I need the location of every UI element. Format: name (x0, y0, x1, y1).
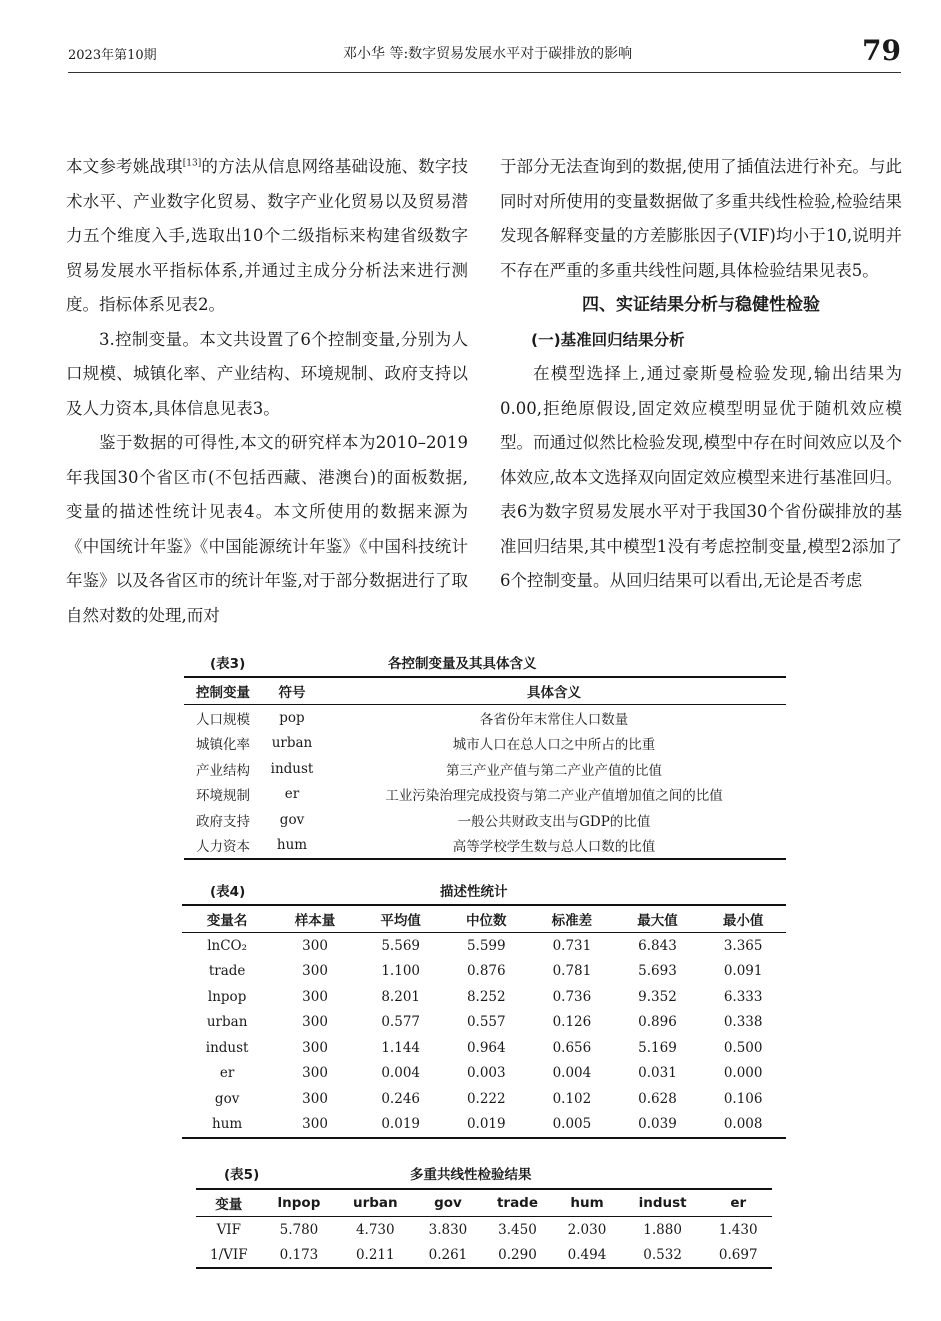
table-cell: 高等学校学生数与总人口数的比值 (452, 839, 656, 856)
column-header: er (730, 1195, 747, 1211)
table-cell: hum (212, 1116, 243, 1133)
table-cell: lnCO₂ (207, 937, 248, 954)
table-cell: urban (206, 1014, 248, 1031)
column-header: 样本量 (294, 913, 336, 929)
table-cell: 5.599 (466, 937, 506, 954)
subsection-title: (一)基准回归结果分析 (531, 330, 685, 349)
table-row (184, 807, 786, 833)
table-cell: urban (271, 735, 313, 752)
table-cell: 0.106 (723, 1090, 763, 1107)
table-cell: 0.500 (723, 1039, 763, 1056)
paragraph: 3.控制变量。本文共设置了6个控制变量,分别为人口规模、城镇化率、产业结构、环境规制、政府支持以及人力资本,具体信息见表3。 (66, 329, 468, 418)
table-cell: 0.577 (381, 1014, 420, 1031)
text-run: 本文参考姚战琪 (66, 157, 183, 176)
table-cell: 1/VIF (209, 1246, 248, 1263)
table-cell: 环境规制 (196, 788, 250, 805)
table-row (182, 1061, 786, 1087)
table5 (196, 1188, 772, 1269)
table-cell: 300 (302, 937, 328, 954)
table-header-row (182, 905, 786, 933)
table-cell: 5.169 (638, 1039, 677, 1056)
table-cell: 300 (302, 988, 328, 1005)
column-header: 控制变量 (196, 685, 250, 701)
table3-title: 各控制变量及其具体含义 (388, 656, 537, 672)
table-row (196, 1242, 772, 1268)
table5-label: (表5) (224, 1167, 260, 1183)
paragraph (66, 150, 468, 323)
table-cell: 2.030 (567, 1221, 607, 1238)
table-cell: 300 (302, 1014, 328, 1031)
column-header: 符号 (278, 685, 306, 701)
table-row (184, 731, 786, 757)
table-cell: 0.736 (552, 988, 592, 1005)
table-row (182, 1112, 786, 1139)
paragraph: 于部分无法查询到的数据,使用了插值法进行补充。与此同时对所使用的变量数据做了多重共线性检验,检验结果发现各解释变量的方差膨胀因子(VIF)均小于10,说明并不存在严重的多重共线性问题,具体检验结果见表5。 (500, 157, 902, 280)
table-cell: 0.656 (552, 1039, 592, 1056)
table-cell: 0.008 (723, 1116, 763, 1133)
table-cell: pop (279, 709, 305, 726)
column-header: lnpop (277, 1195, 321, 1211)
table-cell: hum (276, 837, 308, 854)
table-cell: gov (279, 811, 305, 828)
table-cell: 3.450 (498, 1221, 537, 1238)
table-cell: 政府支持 (196, 813, 250, 830)
column-header: 变量 (215, 1197, 243, 1213)
table-cell: 0.031 (638, 1065, 677, 1082)
table-header-row (196, 1189, 772, 1217)
column-header: 具体含义 (527, 685, 581, 701)
table-cell: 6.333 (723, 988, 763, 1005)
table-cell: 0.000 (723, 1065, 763, 1082)
table-cell: 300 (302, 1039, 328, 1056)
table-row (182, 959, 786, 985)
column-header: hum (570, 1195, 604, 1211)
table-cell: 1.144 (381, 1039, 420, 1056)
table-cell: trade (208, 963, 246, 980)
table-cell: 0.004 (381, 1065, 420, 1082)
table4-label: (表4) (210, 884, 246, 900)
table-cell: 5.693 (638, 963, 677, 980)
paragraph: 鉴于数据的可得性,本文的研究样本为2010–2019年我国30个省区市(不包括西藏、港澳台)的面板数据,变量的描述性统计见表4。本文所使用的数据来源为《中国统计年鉴》《中国能源统计年鉴》《中国科技统计年鉴》以及各省区市的统计年鉴,对于部分数据进行了取自然对数的处理,而对 (66, 433, 468, 625)
table-cell: 工业污染治理完成投资与第二产业产值增加值之间的比值 (385, 788, 723, 805)
table-row (182, 1010, 786, 1036)
table-cell: 0.338 (723, 1014, 763, 1031)
table-row (182, 1086, 786, 1112)
left-column (66, 150, 468, 633)
table-cell: 0.246 (381, 1090, 420, 1107)
table-cell: 0.494 (567, 1246, 607, 1263)
table-cell: 1.880 (643, 1221, 682, 1238)
table3 (184, 676, 786, 860)
page-number: 79 (862, 34, 901, 67)
table-cell: 5.569 (381, 937, 420, 954)
table-cell: 各省份年末常住人口数量 (479, 711, 629, 728)
header-rule (68, 72, 901, 73)
table-cell: 6.843 (638, 937, 677, 954)
table-row (196, 1217, 772, 1243)
table-cell: 1.100 (381, 963, 420, 980)
table-cell: 8.252 (466, 988, 506, 1005)
table-cell: 0.126 (552, 1014, 592, 1031)
table-cell: 0.781 (552, 963, 592, 980)
column-header: urban (352, 1195, 398, 1211)
right-column (500, 150, 902, 599)
table-cell: 人口规模 (196, 711, 250, 728)
table-cell: 城市人口在总人口之中所占的比重 (452, 737, 656, 754)
table-cell: VIF (216, 1221, 242, 1238)
table-cell: 城镇化率 (196, 737, 250, 754)
citation-ref: [13] (182, 158, 202, 169)
table-cell: lnpop (207, 988, 247, 1005)
table-cell: 0.019 (466, 1116, 506, 1133)
table-cell: indust (205, 1039, 249, 1056)
table-cell: 3.365 (723, 937, 763, 954)
table-cell: indust (270, 760, 314, 777)
table-cell: 一般公共财政支出与GDP的比值 (457, 813, 651, 830)
table-cell: 0.003 (466, 1065, 506, 1082)
table-cell: 产业结构 (196, 762, 250, 779)
table-cell: 0.261 (428, 1246, 468, 1263)
text-run: 的方法从信息网络基础设施、数字技术水平、产业数字化贸易、数字产业化贸易以及贸易潜力五个维度入手,选取出10个二级指标来构建省级数字贸易发展水平指标体系,并通过主成分分析法来进行测度。指标体系见表2。 (66, 157, 469, 314)
table-cell: 0.039 (638, 1116, 677, 1133)
table4-title: 描述性统计 (440, 884, 508, 900)
column-header: 中位数 (466, 913, 507, 929)
column-header: 最大值 (637, 913, 678, 929)
table-row (184, 782, 786, 808)
table-cell: 0.532 (643, 1246, 682, 1263)
table3-label: (表3) (210, 656, 246, 672)
table-cell: 9.352 (638, 988, 677, 1005)
table-cell: 300 (302, 1116, 328, 1133)
issue-label: 2023年第10期 (68, 48, 157, 63)
column-header: indust (638, 1195, 687, 1211)
table-cell: 0.222 (466, 1090, 506, 1107)
table-row (184, 833, 786, 860)
table-cell: 0.102 (552, 1090, 592, 1107)
table-cell: 0.964 (466, 1039, 506, 1056)
table-cell: 0.290 (498, 1246, 537, 1263)
table-row (184, 705, 786, 731)
table-cell: 第三产业产值与第二产业产值的比值 (446, 762, 662, 779)
column-header: 平均值 (380, 913, 421, 929)
table-cell: 人力资本 (196, 839, 250, 856)
column-header: 最小值 (722, 913, 764, 929)
section-title: 四、实证结果分析与稳健性检验 (582, 295, 820, 315)
table-cell: 4.730 (355, 1221, 395, 1238)
table-cell: 300 (302, 963, 328, 980)
table-cell: 0.173 (279, 1246, 319, 1263)
table-row (182, 984, 786, 1010)
table-cell: er (219, 1065, 235, 1082)
table-cell: 5.780 (279, 1221, 319, 1238)
table-row (184, 756, 786, 782)
table-cell: 0.876 (466, 963, 506, 980)
table-cell: 0.019 (381, 1116, 420, 1133)
table-cell: 0.091 (723, 963, 763, 980)
paragraph: 在模型选择上,通过豪斯曼检验发现,输出结果为0.00,拒绝原假设,固定效应模型明显优于随机效应模型。而通过似然比检验发现,模型中存在时间效应以及个体效应,故本文选择双向固定效应模型来进行基准回归。表6为数字贸易发展水平对于我国30个省份碳排放的基准回归结果,其中模型1没有考虑控制变量,模型2添加了6个控制变量。从回归结果可以看出,无论是否考虑 (500, 364, 902, 590)
table-cell: 8.201 (381, 988, 420, 1005)
page-header (68, 34, 901, 68)
table5-title: 多重共线性检验结果 (410, 1167, 532, 1183)
table-cell: 0.557 (466, 1014, 506, 1031)
table-cell: 0.697 (718, 1246, 758, 1263)
table-cell: 0.004 (552, 1065, 592, 1082)
table-cell: 300 (302, 1090, 328, 1107)
column-header: 标准差 (551, 913, 593, 929)
table-row (182, 1035, 786, 1061)
column-header: gov (434, 1195, 462, 1211)
table-cell: gov (214, 1090, 240, 1107)
table-cell: 0.211 (355, 1246, 395, 1263)
table-row (182, 933, 786, 959)
table-cell: 300 (302, 1065, 328, 1082)
running-title: 邓小华 等:数字贸易发展水平对于碳排放的影响 (343, 46, 633, 62)
table-header-row (184, 677, 786, 705)
column-header: 变量名 (206, 913, 248, 929)
table-cell: 0.896 (638, 1014, 677, 1031)
table-cell: 1.430 (718, 1221, 758, 1238)
table-cell: er (284, 786, 300, 803)
column-header: trade (496, 1195, 538, 1211)
table-cell: 0.731 (552, 937, 592, 954)
table4 (182, 904, 786, 1139)
table-cell: 3.830 (428, 1221, 468, 1238)
table-cell: 0.005 (552, 1116, 592, 1133)
table-cell: 0.628 (638, 1090, 677, 1107)
